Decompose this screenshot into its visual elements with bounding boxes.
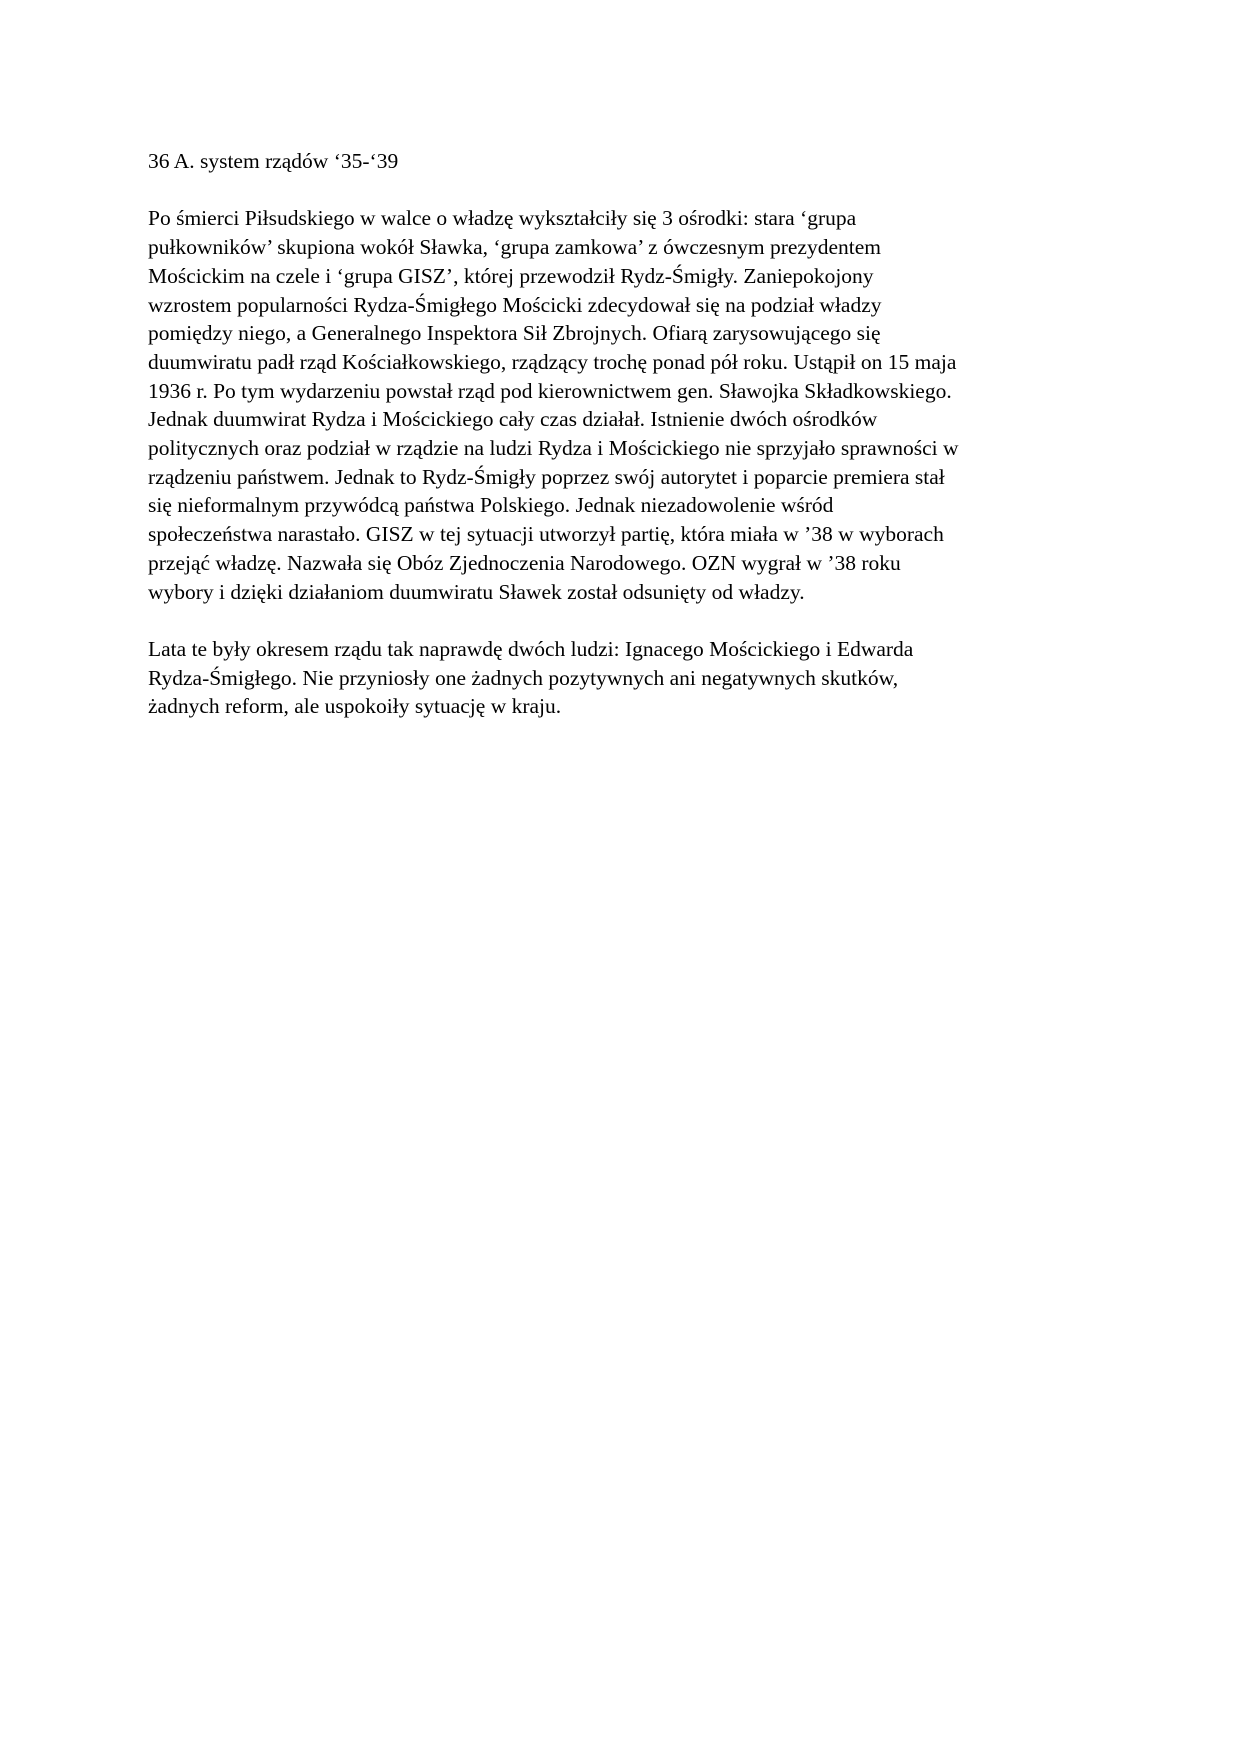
- paragraph-line: pułkowników’ skupiona wokół Sławka, ‘grupa zamkowa’ z ówczesnym prezydentem: [148, 235, 881, 260]
- paragraph-2: [148, 635, 1098, 721]
- paragraph-line: się nieformalnym przywódcą państwa Polskiego. Jednak niezadowolenie wśród: [148, 493, 834, 518]
- paragraph-line: Lata te były okresem rządu tak naprawdę dwóch ludzi: Ignacego Mościckiego i Edwarda: [148, 636, 914, 661]
- paragraph-line: żadnych reform, ale uspokoiły sytuację w kraju.: [148, 694, 562, 719]
- paragraph-line: Po śmierci Piłsudskiego w walce o władzę wykształciły się 3 ośrodki: stara ‘grupa: [148, 206, 857, 231]
- document-title: 36 A. system rządów ‘35-‘39: [148, 149, 399, 173]
- document-body: [148, 147, 1098, 721]
- paragraph-line: pomiędzy niego, a Generalnego Inspektora Sił Zbrojnych. Ofiarą zarysowującego się: [148, 321, 881, 346]
- paragraph-line: politycznych oraz podział w rządzie na ludzi Rydza i Mościckiego nie sprzyjało sprawności w: [148, 436, 959, 461]
- paragraph-line: przejąć władzę. Nazwała się Obóz Zjednoczenia Narodowego. OZN wygrał w ’38 roku: [148, 550, 901, 575]
- paragraph-line: wzrostem popularności Rydza-Śmigłego Mościcki zdecydował się na podział władzy: [148, 292, 882, 317]
- paragraph-line: wybory i dzięki działaniom duumwiratu Sławek został odsunięty od władzy.: [148, 579, 805, 604]
- paragraph-line: Mościckim na czele i ‘grupa GISZ’, której przewodził Rydz-Śmigły. Zaniepokojony: [148, 263, 874, 288]
- paragraph-line: rządzeniu państwem. Jednak to Rydz-Śmigły poprzez swój autorytet i poparcie premiera stał: [148, 464, 945, 489]
- paragraph-line: społeczeństwa narastało. GISZ w tej sytuacji utworzył partię, która miała w ’38 w wyborach: [148, 522, 944, 547]
- paragraph-line: 1936 r. Po tym wydarzeniu powstał rząd pod kierownictwem gen. Sławojka Składkowskiego.: [148, 378, 952, 403]
- paragraph-1: [148, 204, 1098, 606]
- paragraph-line: Jednak duumwirat Rydza i Mościckiego cały czas działał. Istnienie dwóch ośrodków: [148, 407, 878, 432]
- paragraph-line: duumwiratu padł rząd Kościałkowskiego, rządzący trochę ponad pół roku. Ustąpił on 15 maja: [148, 349, 957, 374]
- paragraph-line: Rydza-Śmigłego. Nie przyniosły one żadnych pozytywnych ani negatywnych skutków,: [148, 665, 899, 690]
